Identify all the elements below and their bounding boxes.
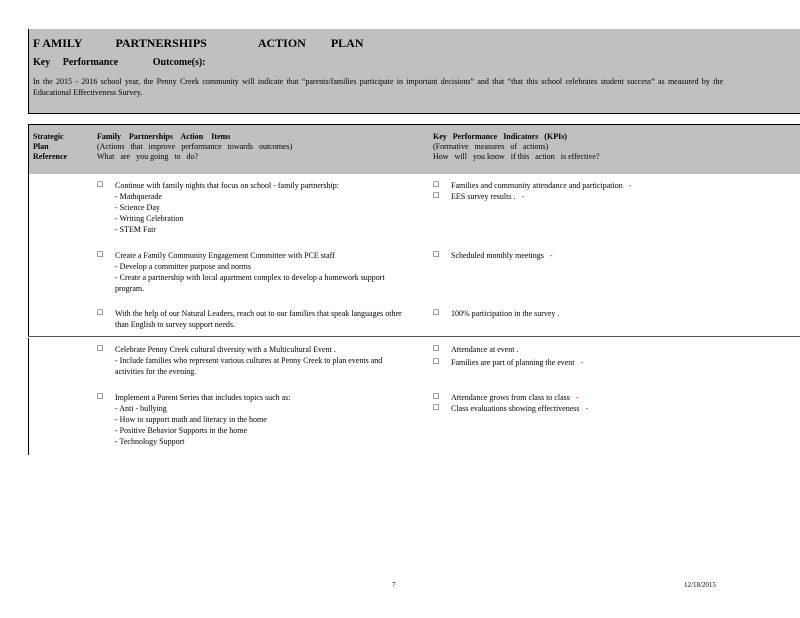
action-item-text: Continue with family nights that focus on school - family partnership: [115,181,339,190]
action-item-text: Create a Family Community Engagement Committee with PCE staff [115,251,335,260]
page-number: 7 [392,581,396,589]
checkbox-bullet-icon: □ [433,344,440,352]
outcome-text: In the 2015 - 2016 school year, the Penny Creek community will indicate that “parents/families participate in important decisions” and that “that this school celebrates student success” as measured by the Educational Effectiveness Survey. [33,77,723,97]
kpi-question: How will you know if this action is effective? [433,152,600,161]
action-items-subtitle: (Actions that improve performance towards outcomes) [97,142,293,151]
checkbox-bullet-icon: □ [97,392,104,400]
section-divider [28,336,800,337]
page-title [33,36,364,51]
kpi-marker: - [549,251,553,260]
kpo-word: Key [33,57,51,68]
checkbox-bullet-icon: □ [433,392,440,400]
checkbox-bullet-icon: □ [97,180,104,188]
kpi-text: EES survey results . [451,192,516,201]
checkbox-bullet-icon: □ [433,403,440,411]
kpi-text: Families are part of planning the event [451,358,575,367]
footer-date: 12/18/2015 [684,581,716,589]
kpi-subtitle: (Formative measures of actions) [433,142,549,151]
action-sub-item: - Positive Behavior Supports in the home [115,426,247,435]
action-sub-item: - STEM Fair [115,225,156,234]
action-items-question: What are you going to do? [97,152,199,161]
kpi-marker: - [580,358,584,367]
action-item-text: With the help of our Natural Leaders, reach out to our families that speak languages other than English to survey support needs. [115,309,402,329]
checkbox-bullet-icon: □ [433,180,440,188]
title-word: ACTION [257,36,306,50]
checkbox-bullet-icon: □ [433,308,440,316]
left-border [28,173,29,336]
checkbox-bullet-icon: □ [97,308,104,316]
action-sub-item: - Develop a committee purpose and norms [115,262,251,271]
strategic-heading-line: Strategic [33,132,64,141]
action-sub-item: - Writing Celebration [115,214,184,223]
kpi-text: Scheduled monthly meetings [451,251,544,260]
kpi-heading [433,132,600,162]
checkbox-bullet-icon: □ [433,250,440,258]
kpi-marker: - [585,404,589,413]
checkbox-bullet-icon: □ [97,344,104,352]
kpi-text: Attendance grows from class to class [451,393,570,402]
kpi-text: Families and community attendance and participation [451,181,623,190]
action-sub-item: - Science Day [115,203,160,212]
checkbox-bullet-icon: □ [433,357,440,365]
strategic-plan-reference-heading [33,132,67,162]
kpi-text: Attendance at event . [451,345,519,354]
title-word: PLAN [330,36,364,50]
action-items-title: Family Partnerships Action Items [97,132,231,141]
kpo-word: Outcome(s): [152,57,206,68]
title-word: PARTNERSHIPS [115,36,207,50]
left-border [28,338,29,455]
action-items-heading [97,132,292,162]
kpi-title: Key Performance Indicators (KPIs) [433,132,567,141]
kpi-marker: - [628,181,632,190]
action-item-text: Celebrate Penny Creek cultural diversity with a Multicultural Event . [115,345,336,354]
kpi-text: Class evaluations showing effectiveness [451,404,580,413]
action-sub-item: - Include families who represent various cultures at Penny Creek to plan events and activities for the evening. [115,356,383,376]
kpi-marker: - [521,192,525,201]
action-item-text: Implement a Parent Series that includes topics such as: [115,393,291,402]
strategic-heading-line: Plan [33,142,49,151]
kpi-marker: - [575,393,579,402]
key-performance-outcomes-heading [33,57,206,68]
action-sub-item: - How to support math and literacy in the home [115,415,267,424]
action-sub-item: - Technology Support [115,437,185,446]
title-word: F AMILY [33,36,83,50]
action-sub-item: - Create a partnership with local apartment complex to develop a homework support program. [115,273,385,293]
action-sub-item: - Anti - bullying [115,404,167,413]
strategic-heading-line: Reference [33,152,68,161]
checkbox-bullet-icon: □ [433,191,440,199]
kpi-text: 100% participation in the survey . [451,309,560,318]
kpo-word: Performance [62,57,119,68]
action-sub-item: - Mathquerade [115,192,162,201]
checkbox-bullet-icon: □ [97,250,104,258]
